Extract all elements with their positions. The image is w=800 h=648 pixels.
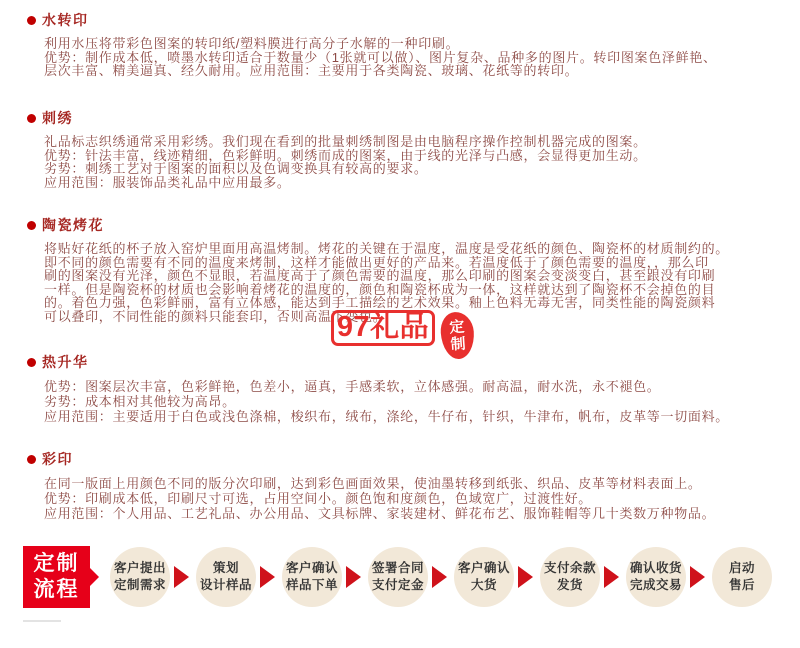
body-line: 利用水压将带彩色图案的转印纸/塑料膜进行高分子水解的一种印刷。 — [44, 36, 460, 51]
step-line: 发货 — [556, 578, 583, 592]
section-title: 彩印 — [42, 451, 73, 467]
step-line: 确认收货 — [629, 561, 682, 575]
seal-char: 定 — [448, 318, 465, 337]
body-line: 将贴好花纸的杯子放入窑炉里面用高温烤制。烤花的关键在于温度，温度是受花纸的颜色、陶瓷杯的材质制约的。 — [44, 241, 730, 256]
step-line: 样品下单 — [285, 578, 338, 592]
step-line: 签署合同 — [371, 561, 424, 575]
flow-arrow-icon — [174, 566, 189, 588]
flow-step-8 — [712, 547, 772, 607]
section-water-transfer — [0, 12, 800, 78]
body-line: 可以叠印，不同性能的颜料只能套印，否则高温下变色。 — [44, 308, 387, 324]
flow-arrow-icon — [604, 566, 619, 588]
flow-arrow-icon — [346, 566, 361, 588]
section-title: 陶瓷烤花 — [42, 217, 104, 233]
step-line: 客户确认 — [285, 561, 338, 575]
step-line: 售后 — [728, 578, 755, 592]
section-title: 刺绣 — [42, 110, 73, 126]
body-line: 优势：针法丰富，线迹精细，色彩鲜明。刺绣而成的图案，由于线的光泽与凸感，会显得更加生动。 — [44, 147, 647, 163]
step-line: 客户确认 — [457, 561, 510, 575]
body-line: 优势：制作成本低，喷墨水转印适合于数量少（1张就可以做）、图片复杂、品种多的图片。转印图案色泽鲜艳、 — [44, 49, 717, 65]
flow-step-1 — [110, 547, 170, 607]
flow-step-2 — [196, 547, 256, 607]
flow-label-line: 定制 — [33, 552, 80, 575]
section-title: 热升华 — [42, 354, 89, 370]
flow-arrow-icon — [432, 566, 447, 588]
section-header — [0, 217, 800, 233]
step-line: 策划 — [212, 561, 239, 575]
bullet-icon — [27, 114, 36, 123]
flow-arrow-icon — [518, 566, 533, 588]
body-line: 层次丰富、精美逼真、经久耐用。应用范围：主要用于各类陶瓷、玻璃、花纸等的转印。 — [44, 63, 579, 78]
step-line: 启动 — [728, 561, 755, 575]
step-line: 大货 — [470, 578, 497, 592]
watermark-brand-badge: 97礼品 — [331, 310, 435, 346]
step-line: 支付余款 — [543, 561, 596, 575]
flow-label-line: 流程 — [33, 578, 80, 601]
section-thermal-sublimation — [0, 354, 800, 424]
body-line: 劣势：刺绣工艺对于图案的面积以及色调变换具有较高的要求。 — [44, 161, 428, 176]
step-line: 完成交易 — [629, 578, 682, 592]
flow-label-box — [23, 546, 90, 608]
body-line: 应用范围：服装饰品类礼品中应用最多。 — [44, 174, 291, 190]
flow-step-3 — [282, 547, 342, 607]
section-header — [0, 110, 800, 126]
step-line: 定制需求 — [113, 578, 166, 592]
section-header — [0, 354, 800, 370]
body-line: 优势：印刷成本低，印刷尺寸可选，占用空间小。颜色饱和度颜色，色域宽广，过渡性好。 — [44, 491, 593, 506]
step-line: 客户提出 — [113, 561, 166, 575]
section-body — [44, 379, 800, 424]
flow-arrow-icon — [260, 566, 275, 588]
section-header — [0, 12, 800, 28]
bullet-icon — [27, 358, 36, 367]
body-line: 应用范围：主要适用于白色或浅色涤棉，梭织布，绒布，涤纶，牛仔布，针织，牛津布，帆布，皮革等一切面料。 — [44, 409, 730, 424]
section-body — [44, 476, 800, 521]
body-line: 礼品标志织绣通常采用彩绣。我们现在看到的批量刺绣制图是由电脑程序操作控制机器完成的图案。 — [44, 134, 647, 149]
body-line: 优势：图案层次丰富，色彩鲜艳，色差小，逼真，手感柔软，立体感强。耐高温，耐水洗，永不褪色。 — [44, 379, 661, 394]
section-color-printing — [0, 451, 800, 521]
body-line: 劣势：成本相对其他较为高昂。 — [44, 394, 236, 409]
flow-arrow-icon — [690, 566, 705, 588]
flow-step-4 — [368, 547, 428, 607]
flow-step-5 — [454, 547, 514, 607]
section-ceramic-baking — [0, 217, 800, 323]
section-title: 水转印 — [42, 12, 89, 28]
flow-step-7 — [626, 547, 686, 607]
step-line: 设计样品 — [199, 578, 252, 592]
bullet-icon — [27, 455, 36, 464]
section-header — [0, 451, 800, 467]
bullet-icon — [27, 221, 36, 230]
section-body — [44, 135, 800, 189]
step-line: 支付定金 — [371, 578, 424, 592]
flow-box-underline — [23, 620, 61, 622]
section-embroidery — [0, 110, 800, 189]
section-body — [44, 37, 800, 78]
seal-char: 制 — [450, 334, 467, 353]
body-line: 在同一版面上用颜色不同的版分次印刷，达到彩色画面效果，使油墨转移到纸张、织品、皮革等材料表面上。 — [44, 476, 702, 491]
body-line: 一样。但是陶瓷杯的材质也会影响着烤花的温度的，颜色和陶瓷杯成为一体，这样就达到了陶瓷杯不会掉色的目 — [44, 281, 716, 297]
body-line: 刷的图案没有光泽，颜色不显眼，若温度高于了颜色需要的温度，那么印刷的图案会变淡变白，甚至跟没有印刷 — [44, 268, 716, 283]
body-line: 即不同的颜色需要有不同的温度来烤制，这样才能做出更好的产品来。若温度低于了颜色需要的温度，，那么印 — [44, 254, 709, 270]
bullet-icon — [27, 16, 36, 25]
body-line: 应用范围：个人用品、工艺礼品、办公用品、文具标牌、家装建材、鲜花布艺、服饰鞋帽等几十类数万种物品。 — [44, 506, 716, 521]
flow-step-6 — [540, 547, 600, 607]
body-line: 的。着色力强，色彩鲜丽，富有立体感，能达到手工描绘的艺术效果。釉上色料无毒无害，同类性能的陶瓷颜料 — [44, 295, 716, 310]
